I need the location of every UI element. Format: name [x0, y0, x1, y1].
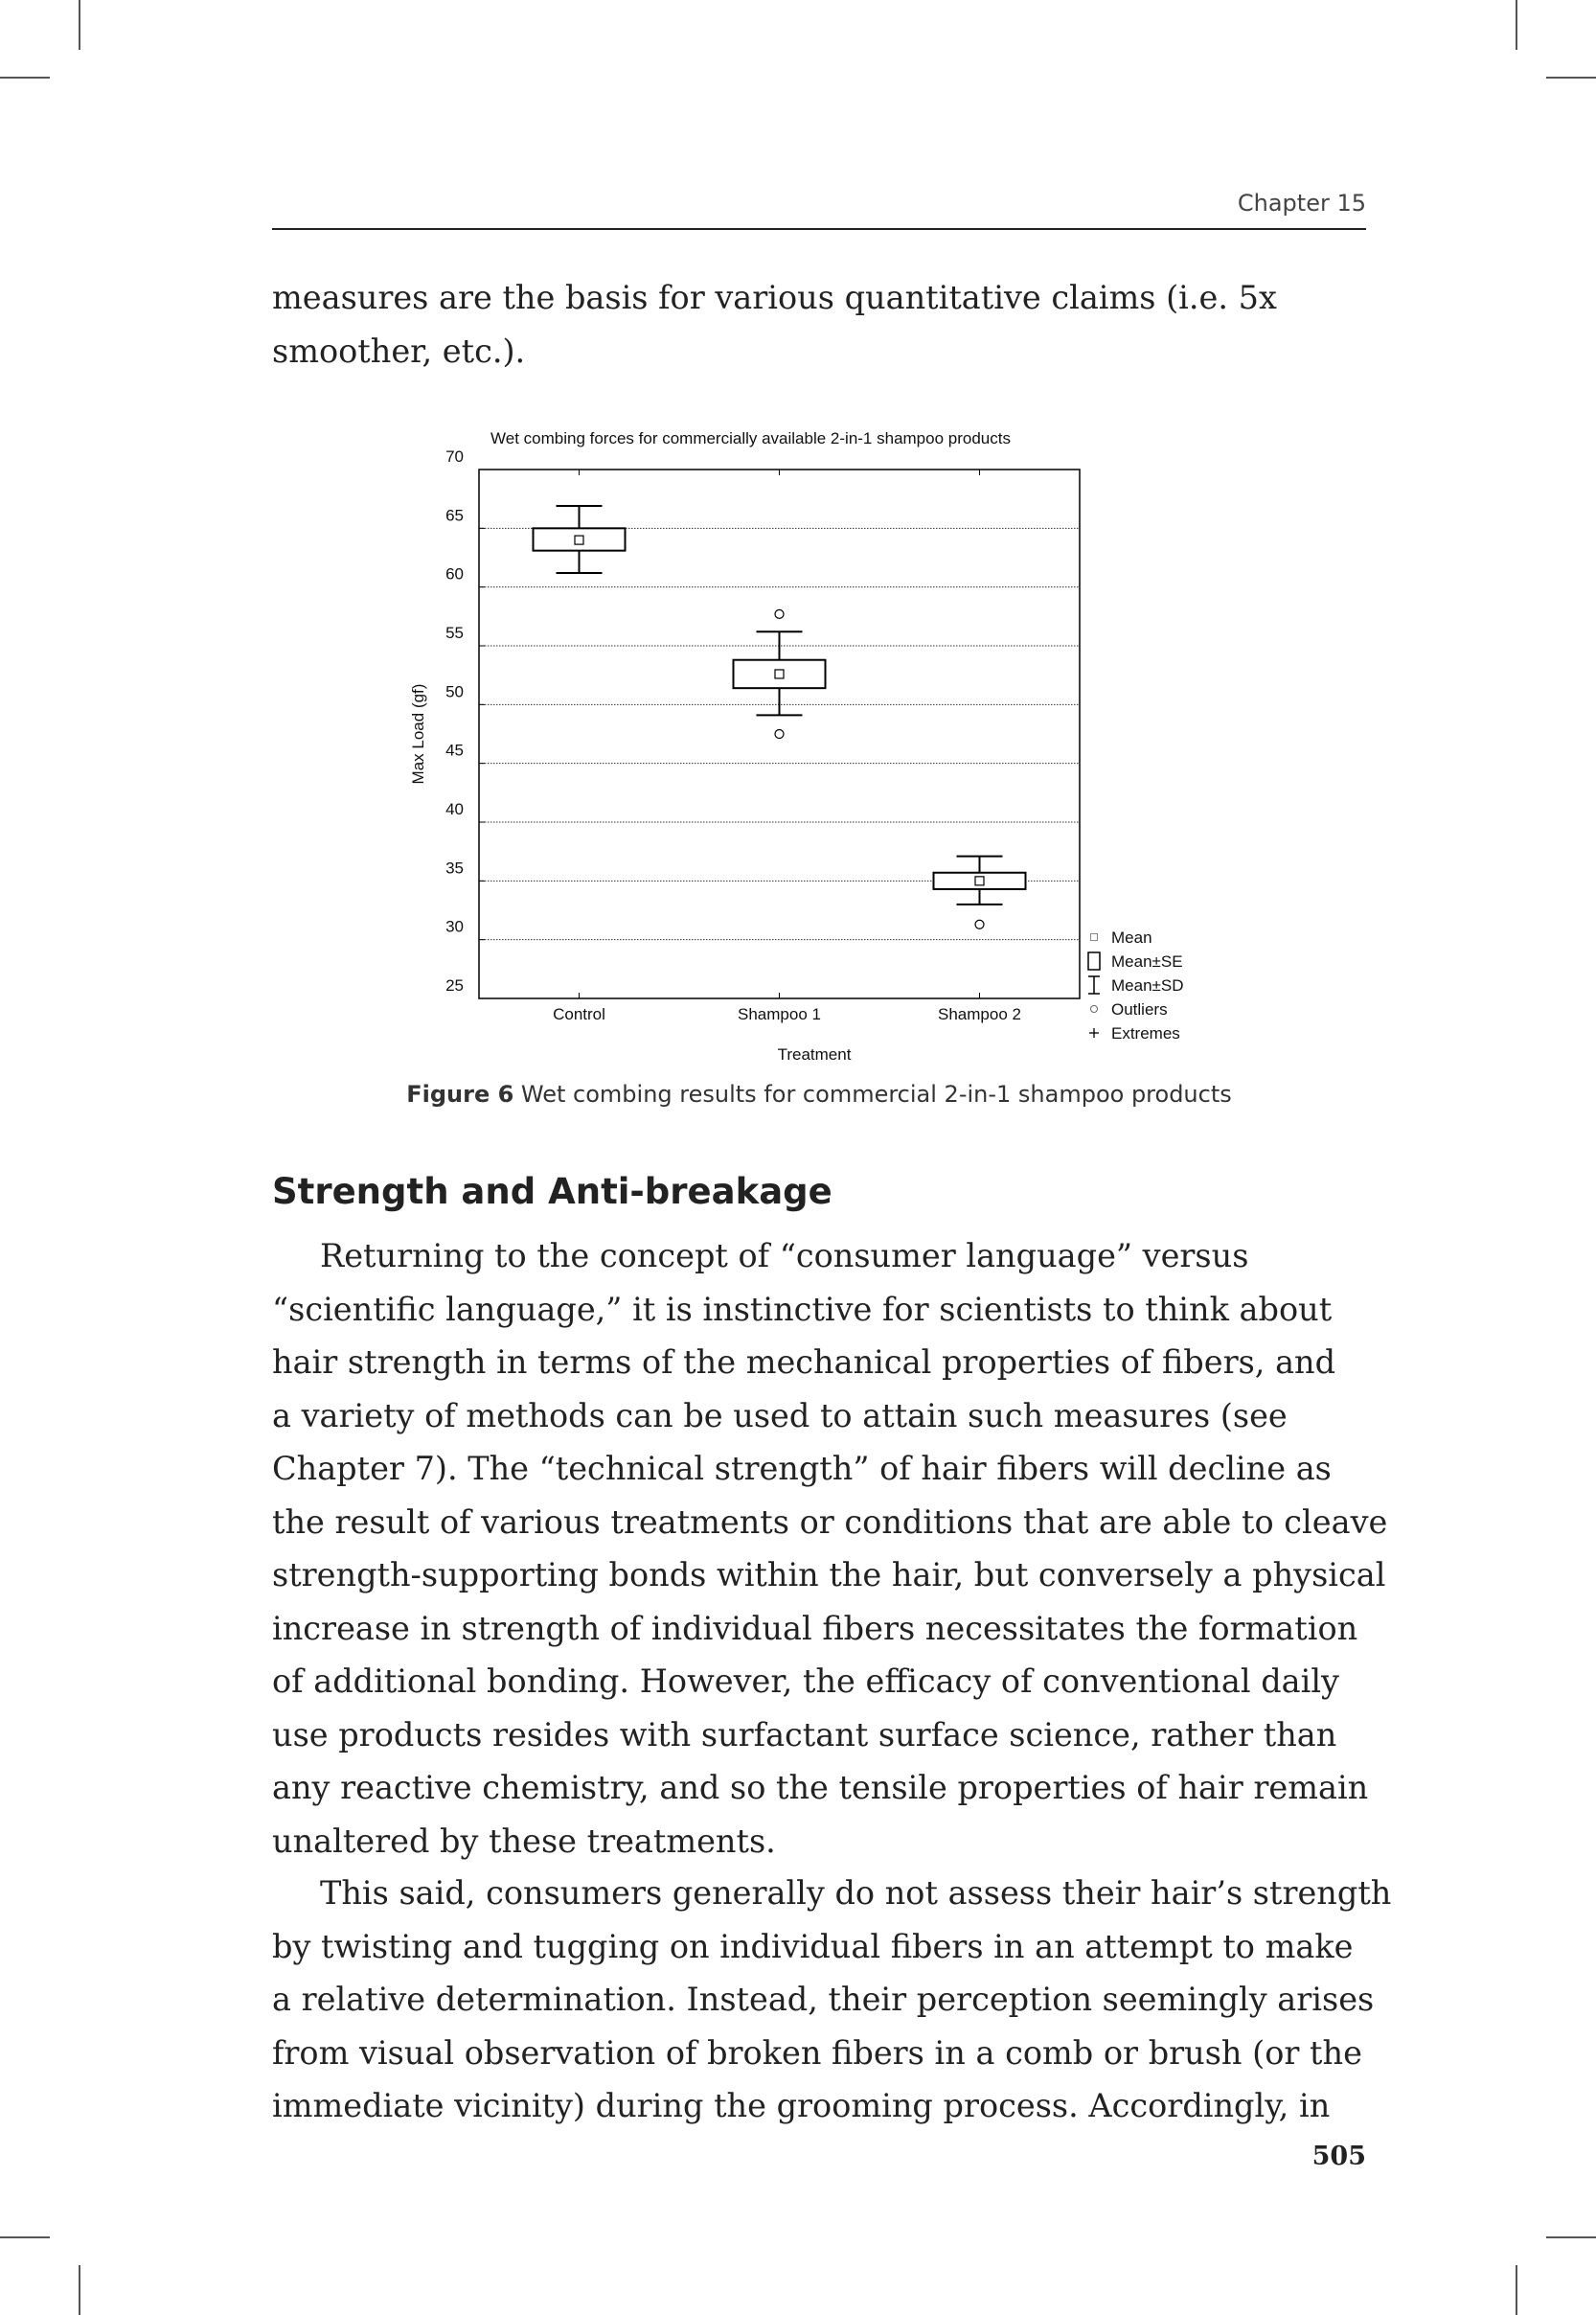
legend-label: Mean±SE — [1111, 952, 1183, 971]
text-line: smoother, etc.). — [272, 332, 526, 370]
mean-marker — [975, 877, 984, 885]
y-tick-label: 40 — [445, 800, 464, 818]
figure-6 — [402, 420, 1284, 1071]
text-line: unaltered by these treatments. — [272, 1822, 776, 1860]
text-line: This said, consumers generally do not assess their hair’s strength — [320, 1874, 1392, 1912]
legend-se-symbol — [1088, 952, 1100, 970]
outlier-point — [975, 920, 984, 928]
legend-label: Mean±SD — [1111, 976, 1184, 995]
y-tick-label: 55 — [445, 624, 464, 642]
outlier-point — [775, 730, 784, 739]
text-line: “scientific language,” it is instinctive for scientists to think about — [272, 1290, 1333, 1328]
legend-label: Extremes — [1111, 1024, 1180, 1043]
legend-item — [1089, 1024, 1180, 1043]
y-tick-label: 50 — [445, 682, 464, 701]
legend-label: Outliers — [1111, 1000, 1168, 1019]
y-axis-label: Max Load (gf) — [409, 683, 427, 785]
box-group-shampoo-1 — [734, 609, 826, 738]
text-line: increase in strength of individual fibers necessitates the formation — [272, 1609, 1358, 1647]
crop-mark — [1546, 2236, 1596, 2238]
text-line: measures are the basis for various quantitative claims (i.e. 5x — [272, 279, 1277, 316]
text-line: strength-supporting bonds within the hair, but conversely a physical — [272, 1556, 1386, 1593]
y-tick-label: 30 — [445, 917, 464, 936]
y-tick-label: 25 — [445, 976, 464, 995]
y-tick-label: 60 — [445, 564, 464, 584]
crop-mark — [79, 2265, 80, 2315]
page-number: 505 — [1311, 2142, 1366, 2171]
text-line: a variety of methods can be used to attain such measures (see — [272, 1396, 1288, 1434]
legend-mean-symbol — [1091, 934, 1098, 941]
paragraph-perception — [272, 1867, 1392, 2133]
crop-mark — [79, 0, 80, 50]
chart-legend — [1088, 928, 1183, 1043]
caption-text: Wet combing results for commercial 2-in-1 shampoo products — [513, 1081, 1232, 1108]
chart-title: Wet combing forces for commercially available 2-in-1 shampoo products — [490, 429, 1011, 447]
x-tick-label: Shampoo 1 — [738, 1005, 821, 1023]
legend-outlier-symbol — [1091, 1006, 1098, 1013]
legend-item — [1091, 1000, 1168, 1019]
text-line: hair strength in terms of the mechanical properties of fibers, and — [272, 1343, 1336, 1381]
mean-marker — [575, 536, 583, 544]
mean-marker — [775, 670, 784, 678]
y-tick-label: 35 — [445, 859, 464, 878]
intro-paragraph — [272, 271, 1366, 378]
crop-mark — [0, 77, 50, 79]
legend-item — [1088, 952, 1183, 971]
text-line: a relative determination. Instead, their perception seemingly arises — [272, 1981, 1375, 2018]
y-tick-label: 45 — [445, 741, 464, 760]
running-head: Chapter 15 — [1237, 190, 1366, 217]
text-line: the result of various treatments or conditions that are able to cleave — [272, 1502, 1388, 1541]
crop-mark — [0, 2236, 50, 2238]
figure-caption — [272, 1081, 1366, 1108]
legend-label: Mean — [1111, 928, 1152, 947]
paragraph-strength — [272, 1229, 1388, 1868]
text-line: from visual observation of broken fibers in a comb or brush (or the — [272, 2033, 1362, 2072]
box-group-control — [534, 506, 626, 573]
text-line: Chapter 7). The “technical strength” of hair fibers will decline as — [272, 1450, 1332, 1487]
legend-item — [1091, 928, 1152, 947]
y-tick-label: 70 — [445, 447, 464, 466]
text-line: use products resides with surfactant surface science, rather than — [272, 1715, 1337, 1753]
crop-mark — [1516, 2265, 1517, 2315]
y-tick-label: 65 — [445, 506, 464, 525]
outlier-point — [775, 609, 784, 618]
legend-item — [1088, 976, 1183, 995]
caption-label: Figure 6 — [406, 1081, 514, 1108]
text-line: immediate vicinity) during the grooming process. Accordingly, in — [272, 2087, 1331, 2124]
header-rule — [272, 228, 1366, 230]
crop-mark — [1546, 77, 1596, 79]
section-heading: Strength and Anti-breakage — [272, 1171, 832, 1212]
text-line: any reactive chemistry, and so the tensile properties of hair remain — [272, 1769, 1369, 1806]
x-tick-label: Control — [553, 1005, 605, 1023]
x-tick-label: Shampoo 2 — [938, 1005, 1021, 1023]
box-group-shampoo-2 — [934, 857, 1026, 929]
text-line: by twisting and tugging on individual fibers in an attempt to make — [272, 1927, 1354, 1965]
text-line: Returning to the concept of “consumer language” versus — [320, 1237, 1249, 1274]
text-line: of additional bonding. However, the efficacy of conventional daily — [272, 1662, 1339, 1700]
box-plot-chart — [402, 420, 1284, 1071]
x-axis-label: Treatment — [777, 1045, 852, 1064]
crop-mark — [1516, 0, 1517, 50]
